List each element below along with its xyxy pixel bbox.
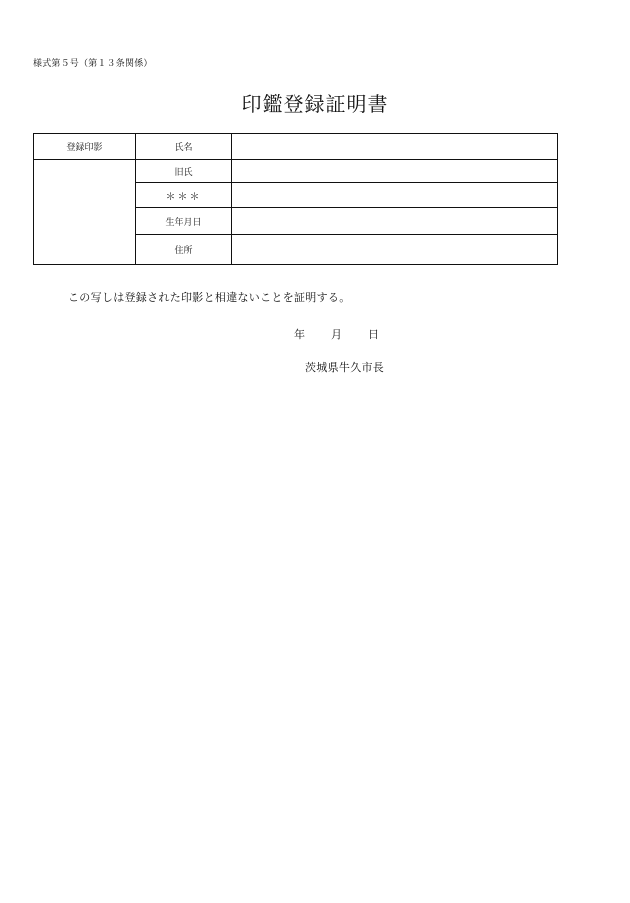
date-month: 月 <box>331 328 342 341</box>
name-label: 氏名 <box>136 134 232 160</box>
date-line <box>294 326 379 342</box>
registration-table <box>33 133 558 265</box>
date-year: 年 <box>294 328 305 341</box>
certification-statement: この写しは登録された印影と相違ないことを証明する。 <box>68 291 351 304</box>
masked-label: ＊＊＊ <box>136 183 232 208</box>
former-surname-label: 旧氏 <box>136 160 232 183</box>
table-row <box>34 134 558 160</box>
table-row <box>34 160 558 183</box>
address-value <box>232 235 558 265</box>
document-title: 印鑑登録証明書 <box>241 92 389 116</box>
seal-impression-area <box>34 160 136 265</box>
seal-header-cell: 登録印影 <box>34 134 136 160</box>
birthdate-label: 生年月日 <box>136 208 232 235</box>
issuer-name: 茨城県牛久市長 <box>305 361 385 374</box>
form-number: 様式第５号（第１３条関係） <box>33 59 153 69</box>
former-surname-value <box>232 160 558 183</box>
masked-value <box>232 183 558 208</box>
birthdate-value <box>232 208 558 235</box>
name-value <box>232 134 558 160</box>
date-day: 日 <box>368 328 379 341</box>
address-label: 住所 <box>136 235 232 265</box>
